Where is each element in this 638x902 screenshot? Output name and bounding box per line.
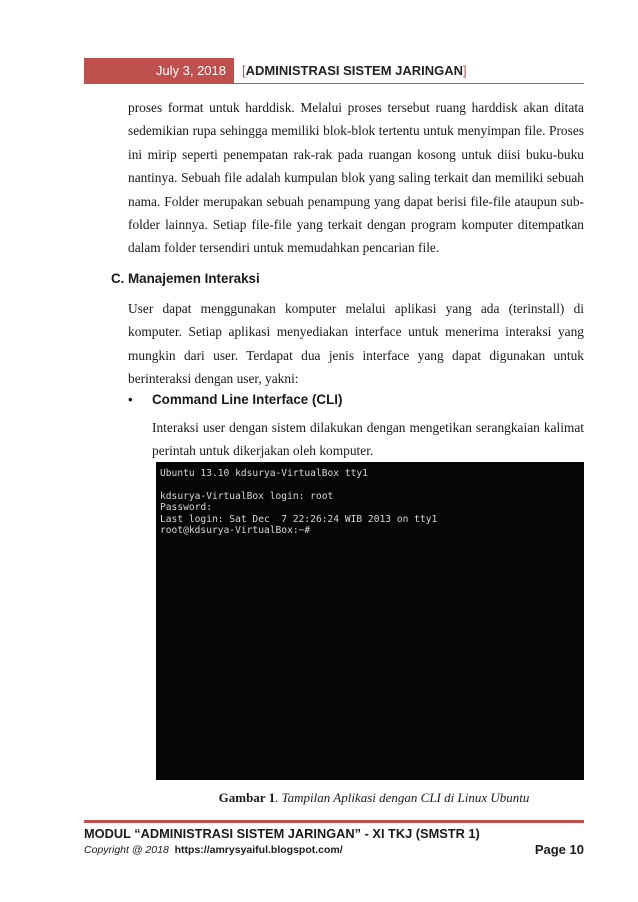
figure-caption (0, 790, 638, 806)
terminal-line-login: kdsurya-VirtualBox login: root (160, 490, 334, 502)
terminal-line-password: Password: (160, 502, 212, 514)
bullet-cli (128, 392, 342, 407)
footer-copyright-text: Copyright @ 2018 (84, 844, 169, 856)
footer-page-number: Page 10 (534, 842, 584, 857)
footer-divider (84, 820, 584, 823)
footer-url[interactable]: https://amrysyaiful.blogspot.com/ (174, 844, 343, 856)
caption-text: Tampilan Aplikasi dengan CLI di Linux Ubuntu (281, 790, 530, 805)
paragraph-harddisk-format: proses format untuk harddisk. Melalui proses tersebut ruang harddisk akan ditata sedemikian rupa sehingga memiliki blok-blok tertentu untuk menyimpan file. Proses ini mirip seperti penempatan rak-rak pada ruangan kosong untuk diisi buku-buku nantinya. Sebuah file adalah kumpulan blok yang saling terkait dan memiliki sebuah nama. Folder merupakan sebuah penampung yang dapat berisi file-file ataupun sub-folder lainnya. Setiap file-file yang terkait dengan program komputer ditempatkan dalam folder tersendiri untuk memudahkan pencarian file. (128, 100, 584, 256)
page-header (84, 58, 584, 84)
header-title-box (234, 58, 584, 84)
bullet-title: Command Line Interface (CLI) (152, 392, 343, 407)
terminal-line-last-login: Last login: Sat Dec 7 22:26:24 WIB 2013 on tty1 (160, 513, 438, 525)
header-bracket-open: [ (242, 63, 246, 78)
footer-copyright (84, 844, 343, 856)
paragraph-cli-description: Interaksi user dengan sistem dilakukan dengan mengetikan serangkaian kalimat perintah untuk dikerjakan oleh komputer. (152, 420, 584, 459)
terminal-line-banner: Ubuntu 13.10 kdsurya-VirtualBox tty1 (160, 468, 368, 479)
header-title: ADMINISTRASI SISTEM JARINGAN (245, 63, 464, 78)
caption-separator: . (275, 790, 282, 805)
terminal-screenshot (156, 462, 584, 780)
section-title: Manajemen Interaksi (128, 271, 260, 286)
header-date: July 3, 2018 (84, 58, 234, 84)
caption-label: Gambar 1 (218, 790, 276, 805)
section-label: C. (111, 271, 125, 286)
terminal-line-prompt: root@kdsurya-VirtualBox:~# (160, 525, 311, 537)
footer-title: MODUL “ADMINISTRASI SISTEM JARINGAN” - XI TKJ (SMSTR 1) (84, 826, 480, 841)
bullet-dot: • (128, 392, 133, 407)
paragraph-interaction: User dapat menggunakan komputer melalui aplikasi yang ada (terinstall) di komputer. Setiap aplikasi menyediakan interface untuk menerima interaksi yang mungkin dari user. Terdapat dua jenis interface yang dapat digunakan untuk berinteraksi dengan user, yakni: (128, 301, 584, 387)
section-heading (111, 271, 260, 286)
header-bracket-close: ] (463, 63, 467, 78)
